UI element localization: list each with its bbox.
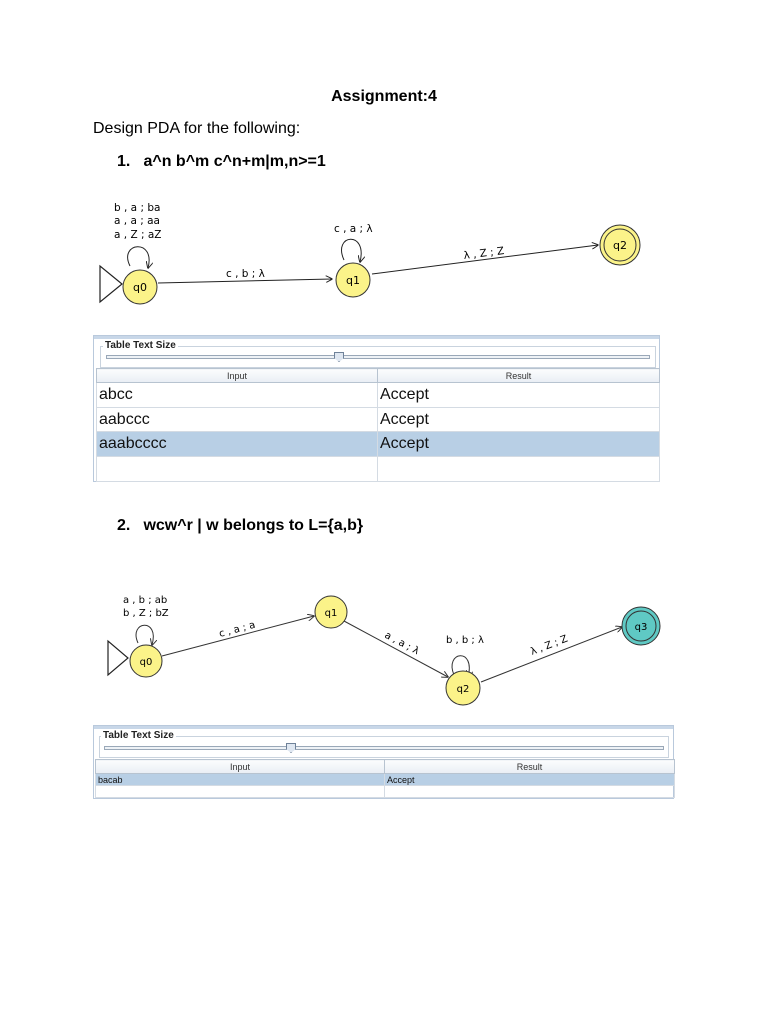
- edge-q0-q1-label: c , b ; λ: [226, 268, 265, 280]
- column-header-input[interactable]: Input: [97, 369, 378, 383]
- question-2-heading: [117, 517, 363, 535]
- input-cell[interactable]: aabccc: [97, 408, 378, 432]
- results-table-1: [96, 368, 660, 482]
- state-q1-label: q1: [346, 274, 360, 287]
- question-1-text: a^n b^m c^n+m|m,n>=1: [143, 153, 326, 170]
- state-q3-label: q3: [634, 622, 648, 633]
- state-q2-label: q2: [456, 684, 470, 695]
- state-q0-label: q0: [139, 657, 153, 668]
- input-cell[interactable]: aaabcccc: [97, 432, 378, 457]
- loop-q0: [128, 247, 149, 268]
- pda-diagram-1: [96, 184, 660, 324]
- start-state-marker: [108, 641, 128, 675]
- edge-q1-q2-label: λ , Z ; Z: [462, 245, 505, 262]
- input-cell[interactable]: bacab: [96, 774, 385, 786]
- loop-q0: [136, 625, 153, 645]
- table-row-selected[interactable]: [96, 774, 675, 786]
- result-cell[interactable]: Accept: [378, 383, 660, 408]
- input-cell[interactable]: [97, 457, 378, 482]
- table-row[interactable]: [97, 383, 660, 408]
- text-size-slider-track-2[interactable]: [104, 746, 664, 750]
- loop-q0-label-2: a , a ; aa: [114, 215, 160, 227]
- table-row[interactable]: [97, 457, 660, 482]
- test-table-panel-1: [93, 335, 660, 482]
- loop-q0-label-1: b , a ; ba: [114, 202, 161, 214]
- table-row[interactable]: [96, 786, 675, 798]
- edge-q0-q1: [162, 616, 314, 656]
- table-text-size-label-2: Table Text Size: [103, 730, 174, 741]
- loop-q0-label-2: b , Z ; bZ: [123, 608, 169, 619]
- column-header-input[interactable]: Input: [96, 760, 385, 774]
- state-q2-label: q2: [613, 239, 627, 252]
- question-2-text: wcw^r | w belongs to L={a,b}: [143, 517, 364, 534]
- results-table-2: [95, 759, 675, 798]
- result-cell[interactable]: [385, 786, 675, 798]
- result-cell[interactable]: [378, 457, 660, 482]
- question-1-number: 1.: [117, 153, 131, 170]
- column-header-result[interactable]: Result: [378, 369, 660, 383]
- input-cell[interactable]: abcc: [97, 383, 378, 408]
- loop-q0-label-3: a , Z ; aZ: [114, 229, 162, 241]
- edge-q1-q2: [344, 621, 448, 677]
- intro-text: Design PDA for the following:: [93, 120, 301, 137]
- result-cell[interactable]: Accept: [378, 408, 660, 432]
- edge-q2-q3-label: λ , Z ; Z: [529, 633, 570, 658]
- question-2-number: 2.: [117, 517, 131, 534]
- loop-q0-label-1: a , b ; ab: [123, 595, 168, 606]
- pda-diagram-2: [96, 585, 670, 710]
- result-cell[interactable]: Accept: [378, 432, 660, 457]
- loop-q1-label: c , a ; λ: [334, 223, 373, 235]
- loop-q1: [342, 239, 362, 262]
- column-header-result[interactable]: Result: [385, 760, 675, 774]
- edge-q2-q3: [481, 627, 622, 682]
- table-row[interactable]: [97, 408, 660, 432]
- table-row-selected[interactable]: [97, 432, 660, 457]
- state-q1-label: q1: [324, 608, 338, 619]
- page-title: Assignment:4: [331, 88, 437, 105]
- loop-q2-label: b , b ; λ: [446, 635, 484, 646]
- question-1-heading: [117, 153, 326, 171]
- start-state-marker: [100, 266, 122, 302]
- edge-q1-q2-label: a , a ; λ: [382, 629, 421, 658]
- input-cell[interactable]: [96, 786, 385, 798]
- table-text-size-label-1: Table Text Size: [105, 340, 176, 351]
- result-cell[interactable]: Accept: [385, 774, 675, 786]
- state-q0-label: q0: [133, 281, 147, 294]
- text-size-slider-track-1[interactable]: [106, 355, 650, 359]
- test-table-panel-2: [93, 725, 674, 799]
- edge-q0-q1-label: c , a ; a: [217, 619, 257, 640]
